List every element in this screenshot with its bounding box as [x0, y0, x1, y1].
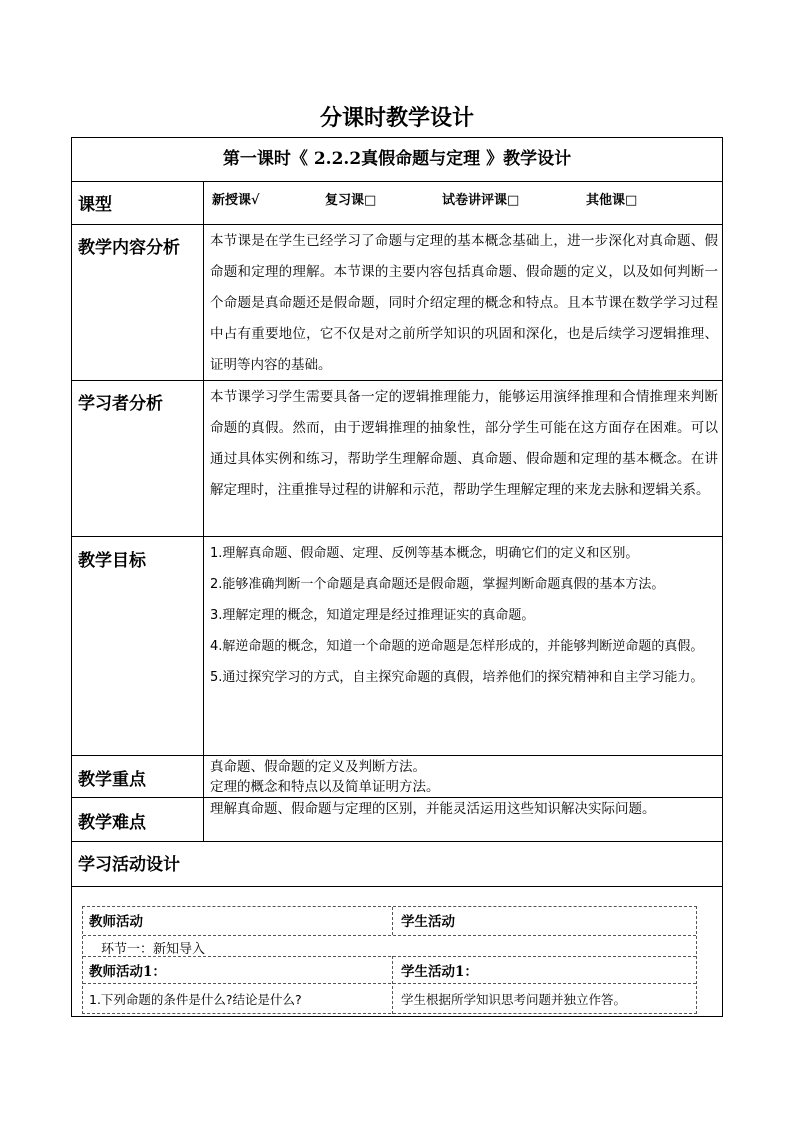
activity-row-divider — [83, 983, 696, 984]
lesson-type-option-exam-review: 试卷讲评课□ — [442, 193, 520, 208]
lesson-type-option-new: 新授课√ — [212, 193, 260, 208]
objectives-label: 教学目标 — [78, 551, 146, 571]
row-divider — [72, 536, 722, 537]
difficulties-label: 教学难点 — [78, 813, 146, 833]
learner-analysis-text — [210, 382, 718, 506]
content-analysis-label: 教学内容分析 — [78, 238, 180, 258]
student-activity-header: 学生活动 — [401, 914, 455, 930]
key-point-item: 定理的概念和特点以及简单证明方法。 — [210, 779, 440, 795]
lesson-type-option-other: 其他课□ — [586, 193, 638, 208]
row-divider — [72, 181, 722, 182]
content-analysis-paragraph: 本节课是在学生已经学习了命题与定理的基本概念基础上，进一步深化对真命题、假命题和定理的理解。本节课的主要内容包括真命题、假命题的定义，以及如何判断一个命题是真命题还是假命题，同时介绍定理的概念和特点。且本节课在数学学习过程中占有重要地位，它不仅是对之前所学知识的巩固和深化，也是后续学习逻辑推理、证明等内容的基础。 — [210, 233, 718, 373]
lesson-title: 第一课时《 2.2.2真假命题与定理 》教学设计 — [222, 149, 572, 169]
activity-column-divider — [392, 907, 393, 935]
row-divider — [72, 797, 722, 798]
objective-item: 2.能够准确判断一个命题是真命题还是假命题，掌握判断命题真假的基本方法。 — [210, 577, 665, 592]
key-points-list — [210, 757, 718, 797]
row-divider — [72, 755, 722, 756]
activity-row-divider — [83, 935, 696, 936]
objective-item: 5.通过探究学习的方式，自主探究命题的真假，培养他们的探究精神和自主学习能力。 — [210, 670, 704, 685]
student-activity-text: 学生根据所学知识思考问题并独立作答。 — [401, 992, 627, 1007]
teacher-activity-header: 教师活动 — [89, 914, 143, 930]
page-title: 分课时教学设计 — [319, 105, 474, 131]
difficulties-text — [210, 799, 718, 819]
student-activity-label: 学生活动1： — [401, 964, 478, 980]
teacher-activity-text: 1.下列命题的条件是什么?结论是什么? — [89, 992, 302, 1007]
column-divider — [203, 181, 204, 841]
teacher-activity-label: 教师活动1： — [89, 964, 166, 980]
difficulties-paragraph: 理解真命题、假命题与定理的区别，并能灵活运用这些知识解决实际问题。 — [210, 801, 656, 817]
row-divider — [72, 224, 722, 225]
learner-analysis-paragraph: 本节课学习学生需要具备一定的逻辑推理能力，能够运用演绎推理和合情推理来判断命题的真假。然而，由于逻辑推理的抽象性，部分学生可能在这方面存在困难。可以通过具体实例和练习，帮助学生理解命题、真命题、假命题和定理的基本概念。在讲解定理时，注重推导过程的讲解和示范，帮助学生理解定理的来龙去脉和逻辑关系。 — [210, 389, 718, 498]
key-point-item: 真命题、假命题的定义及判断方法。 — [210, 759, 426, 775]
row-divider — [72, 886, 722, 887]
activity-column-divider — [392, 956, 393, 1014]
lesson-design-table — [71, 137, 723, 1017]
row-divider — [72, 841, 722, 842]
objectives-list — [210, 538, 718, 693]
lesson-type-option-review: 复习课□ — [325, 193, 377, 208]
learner-analysis-label: 学习者分析 — [78, 394, 163, 414]
key-points-label: 教学重点 — [78, 770, 146, 790]
content-analysis-text — [210, 226, 718, 381]
objective-item: 1.理解真命题、假命题、定理、反例等基本概念，明确它们的定义和区别。 — [210, 546, 639, 561]
lesson-type-label: 课型 — [78, 195, 112, 215]
objective-item: 4.解逆命题的概念，知道一个命题的逆命题是怎样形成的，并能够判断逆命题的真假。 — [210, 639, 704, 654]
objective-item: 3.理解定理的概念，知道定理是经过推理证实的真命题。 — [210, 608, 535, 623]
activity-table — [82, 906, 697, 1014]
section-title: 环节一：新知导入 — [101, 942, 206, 957]
activity-design-label: 学习活动设计 — [78, 855, 180, 875]
